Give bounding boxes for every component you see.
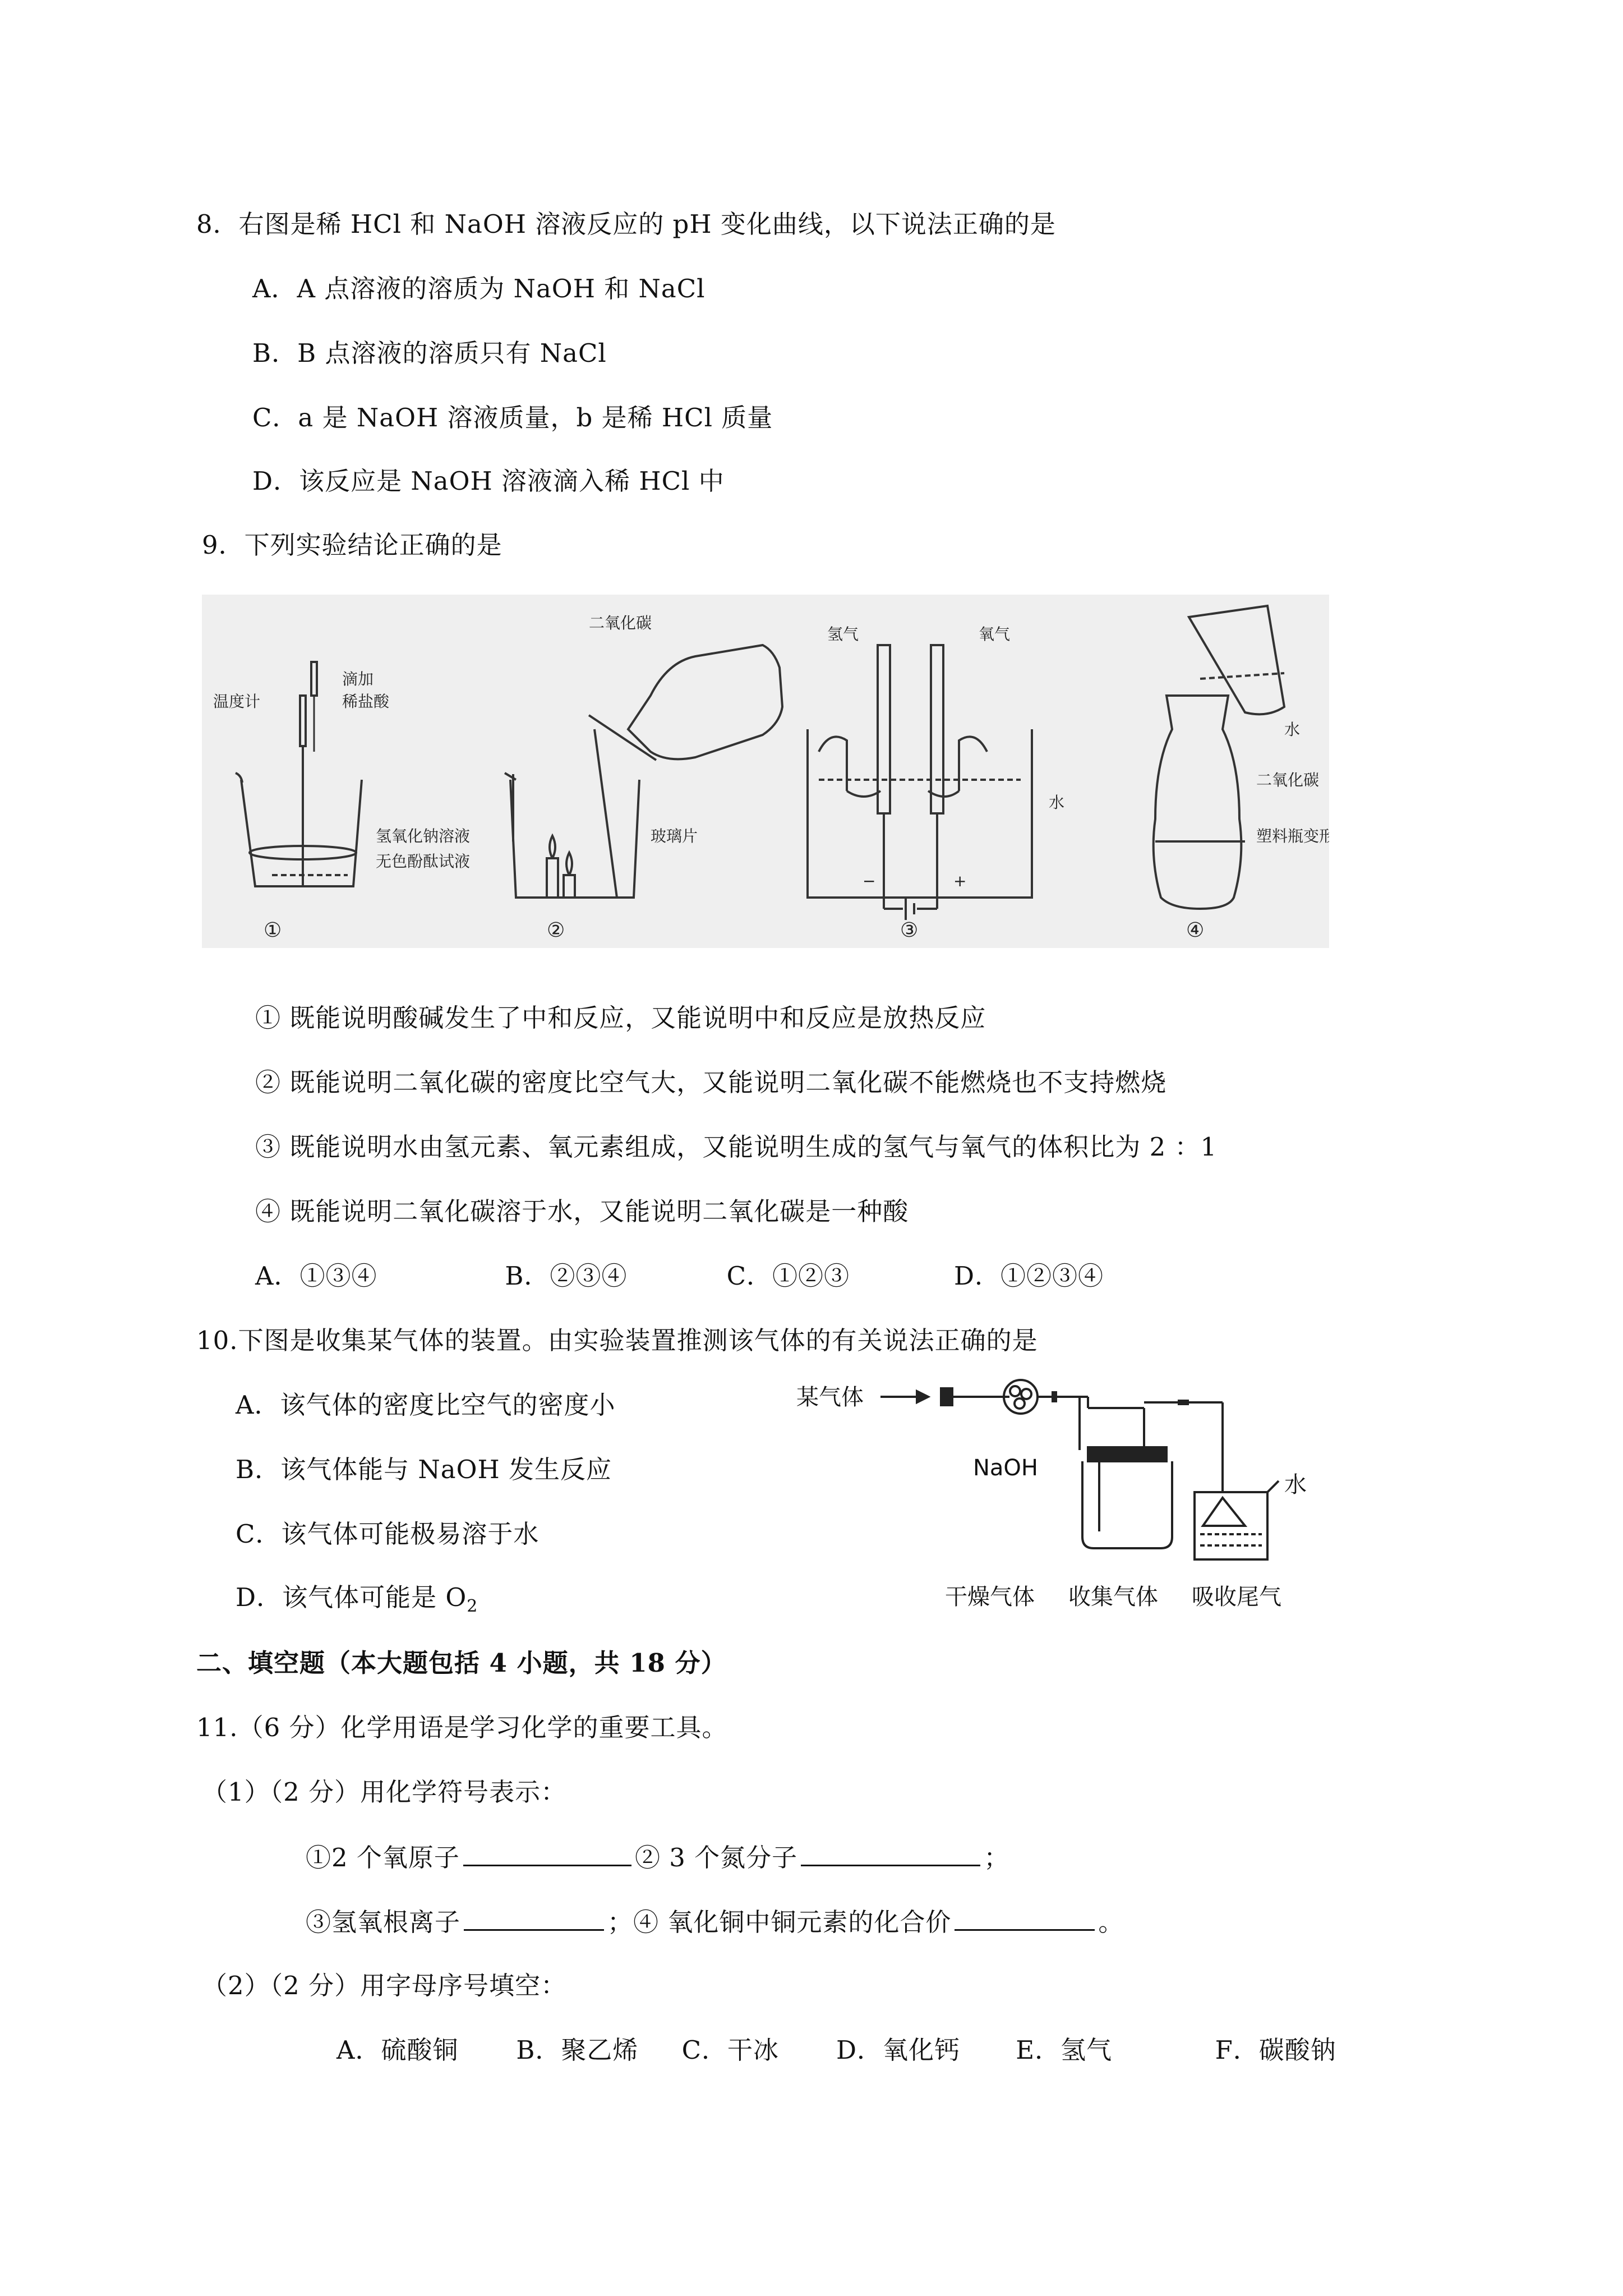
- q10-absorb-label: 吸收尾气: [1192, 1584, 1281, 1610]
- q10-option-a: A．该气体的密度比空气的密度小: [236, 1390, 616, 1420]
- p3-hydrogen-label: 氢气: [827, 625, 859, 643]
- p1-solution-label-1: 氢氧化钠溶液: [376, 827, 471, 845]
- q11-stem: 11.（6 分）化学用语是学习化学的重要工具。: [196, 1713, 728, 1742]
- p3-number: ③: [900, 919, 919, 942]
- q10-collect-label: 收集气体: [1068, 1584, 1158, 1610]
- q9-choices: [255, 1259, 1104, 1293]
- p2-glass-label: 玻璃片: [651, 827, 698, 845]
- q10-gas-collection-diagram: [796, 1369, 1329, 1616]
- q10-option-c: C．该气体可能极易溶于水: [236, 1519, 540, 1549]
- q10-option-b: B．该气体能与 NaOH 发生反应: [236, 1455, 612, 1484]
- p4-gas-label: 二氧化碳: [1256, 771, 1320, 789]
- q11-p1-end: 。: [1098, 1907, 1124, 1937]
- q11-part1: （1）（2 分）用化学符号表示：: [202, 1777, 567, 1807]
- q11-choice-f: F．碳酸钠: [1215, 2035, 1336, 2065]
- q9-stem: 9．下列实验结论正确的是: [202, 530, 502, 560]
- q11-part1-row2: [306, 1904, 1124, 1939]
- q10-stem: 10.下图是收集某气体的装置。由实验装置推测该气体的有关说法正确的是: [196, 1326, 1038, 1355]
- q9-statement-1: ① 既能说明酸碱发生了中和反应，又能说明中和反应是放热反应: [255, 1003, 986, 1033]
- q9-choice-a: A．①③④: [255, 1261, 377, 1291]
- q11-p1-d-blank[interactable]: [955, 1904, 1095, 1931]
- q11-p1-b: ② 3 个氮分子: [634, 1843, 798, 1872]
- p1-solution-label-2: 无色酚酞试液: [376, 852, 471, 871]
- q11-part2-choices: [336, 2033, 1336, 2067]
- q10-option-d: [236, 1581, 478, 1623]
- q11-part1-row1: [306, 1840, 1009, 1875]
- q11-choice-c: C．干冰: [681, 2035, 780, 2065]
- p4-deform-label: 塑料瓶变形: [1256, 827, 1329, 845]
- q11-p1-semicolon: ；: [984, 1843, 1010, 1872]
- q10-water-label: 水: [1284, 1472, 1307, 1498]
- q10-figure: [796, 1369, 1329, 1616]
- q11-p1-a: ①2 个氧原子: [306, 1843, 460, 1872]
- p3-minus-label: −: [863, 872, 876, 890]
- q11-p1-d: ；④ 氧化铜中铜元素的化合价: [607, 1907, 952, 1937]
- q11-p1-c: ③氢氧根离子: [306, 1907, 461, 1937]
- q8-option-c: C．a 是 NaOH 溶液质量，b 是稀 HCl 质量: [252, 403, 773, 432]
- q9-choice-c: C．①②③: [726, 1261, 850, 1291]
- q9-statement-2: ② 既能说明二氧化碳的密度比空气大，又能说明二氧化碳不能燃烧也不支持燃烧: [255, 1068, 1167, 1097]
- p1-add-label-2: 稀盐酸: [342, 692, 390, 711]
- q11-p1-c-blank[interactable]: [464, 1904, 604, 1931]
- q10-o2-subscript: 2: [467, 1596, 478, 1616]
- q10-option-d-text: D．该气体可能是 O: [236, 1582, 467, 1612]
- p2-gas-label: 二氧化碳: [589, 614, 652, 632]
- q8-option-b: B．B 点溶液的溶质只有 NaCl: [252, 338, 607, 368]
- section-2-heading: 二、填空题（本大题包括 4 小题，共 18 分）: [196, 1648, 727, 1678]
- q9-statement-3: ③ 既能说明水由氢元素、氧元素组成，又能说明生成的氢气与氧气的体积比为 2 ：1: [255, 1132, 1218, 1162]
- q11-part2: （2）（2 分）用字母序号填空：: [202, 1971, 567, 2000]
- p1-number: ①: [264, 919, 282, 942]
- q9-figure: [202, 595, 1329, 948]
- p2-number: ②: [547, 919, 565, 942]
- q9-statement-4: ④ 既能说明二氧化碳溶于水，又能说明二氧化碳是一种酸: [255, 1197, 909, 1226]
- q11-choice-a: A．硫酸铜: [336, 2035, 459, 2065]
- p4-number: ④: [1186, 919, 1205, 942]
- q8-option-a: A．A 点溶液的溶质为 NaOH 和 NaCl: [252, 274, 706, 303]
- q11-p1-b-blank[interactable]: [801, 1840, 980, 1866]
- q9-choice-b: B．②③④: [505, 1261, 628, 1291]
- p1-add-label-1: 滴加: [342, 670, 374, 688]
- q11-p1-a-blank[interactable]: [463, 1840, 631, 1866]
- q11-choice-e: E．氢气: [1016, 2035, 1113, 2065]
- q8-option-d: D．该反应是 NaOH 溶液滴入稀 HCl 中: [252, 466, 725, 496]
- q9-apparatus-diagram: [202, 595, 1329, 948]
- p4-water-label: 水: [1284, 720, 1301, 739]
- q11-choice-b: B．聚乙烯: [516, 2035, 639, 2065]
- q9-choice-d: D．①②③④: [953, 1261, 1104, 1291]
- q11-choice-d: D．氧化钙: [836, 2035, 961, 2065]
- q8-stem: 8．右图是稀 HCl 和 NaOH 溶液反应的 pH 变化曲线，以下说法正确的是: [196, 209, 1056, 239]
- q10-dry-label: 干燥气体: [945, 1584, 1035, 1610]
- q10-gas-in-label: 某气体: [796, 1384, 864, 1410]
- q10-naoh-label: NaOH: [973, 1455, 1038, 1481]
- p3-plus-label: +: [953, 872, 967, 890]
- p1-thermometer-label: 温度计: [213, 692, 261, 711]
- p3-water-label: 水: [1049, 793, 1065, 812]
- p3-oxygen-label: 氧气: [979, 625, 1011, 643]
